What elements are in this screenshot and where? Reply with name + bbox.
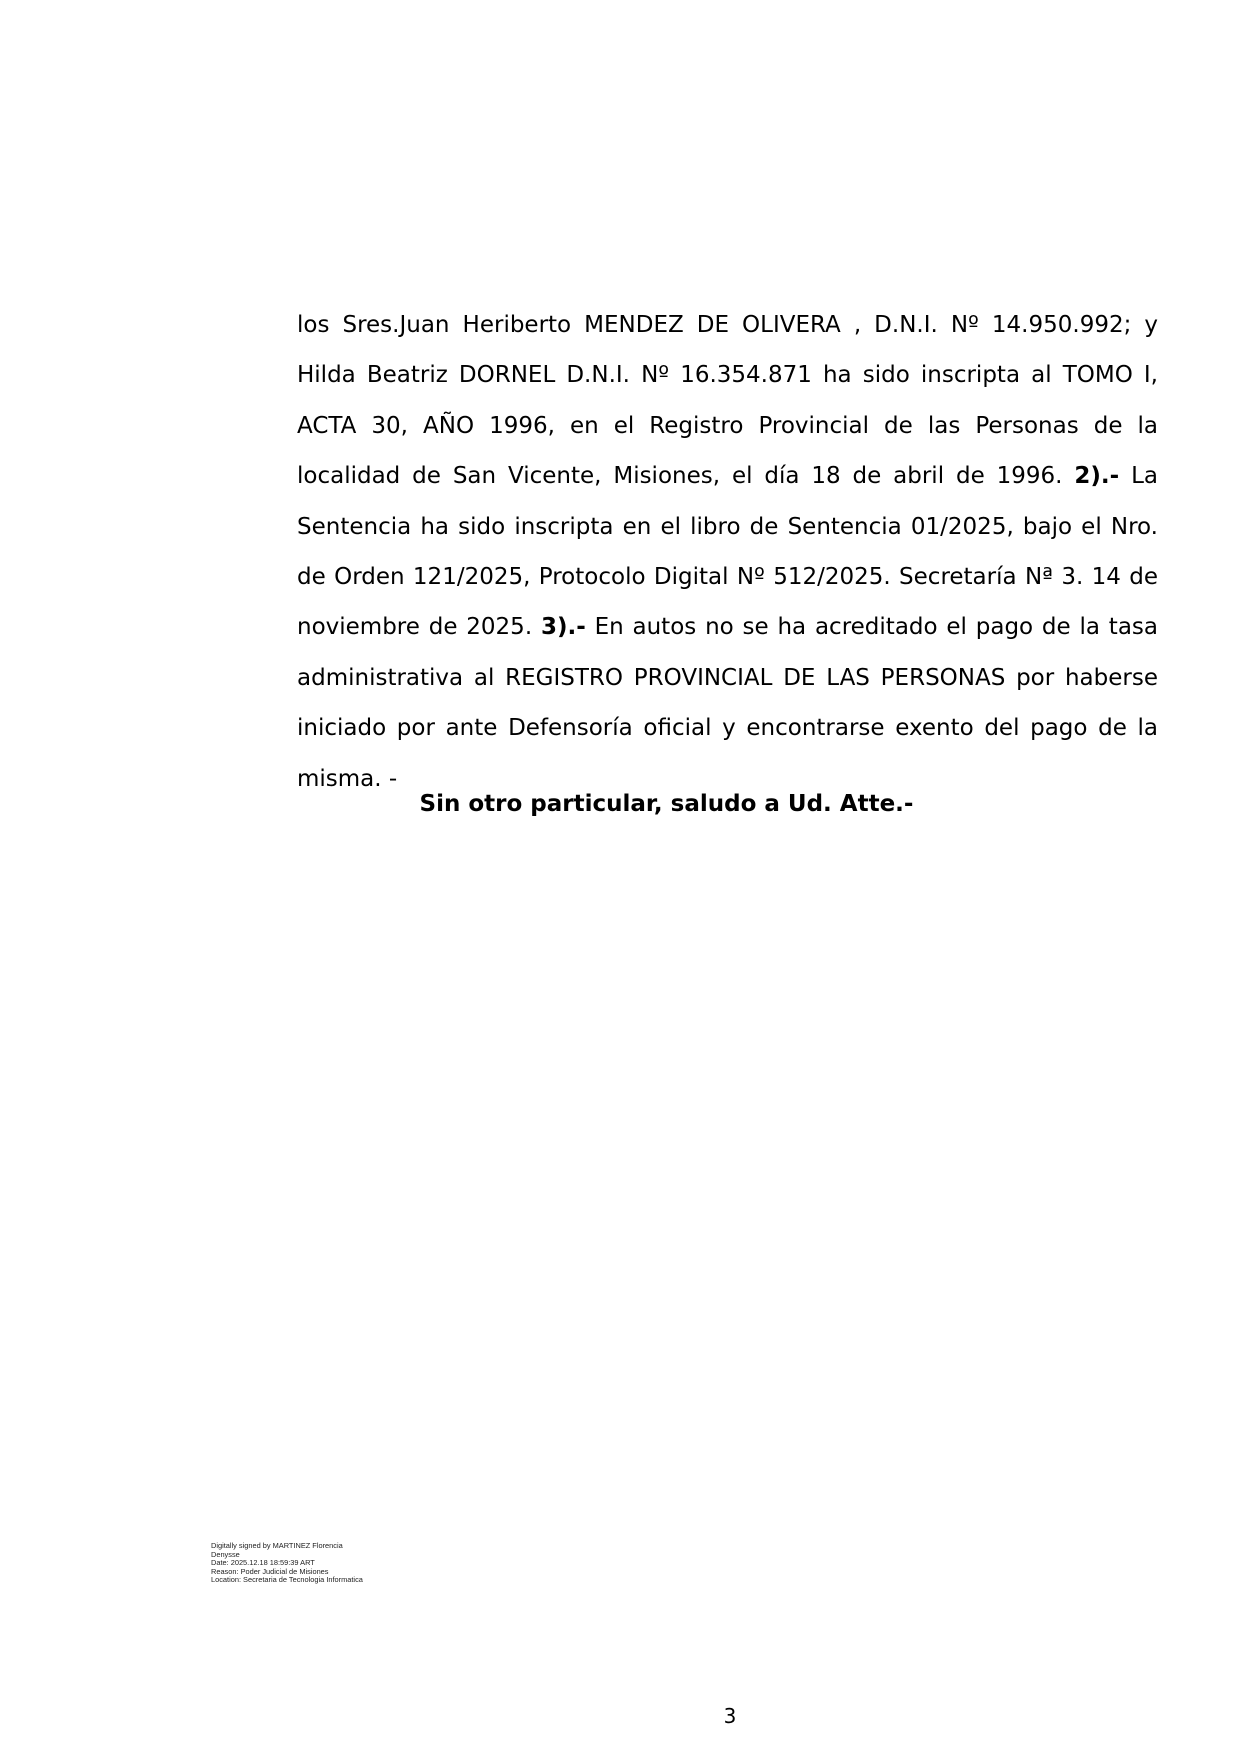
signature-signed-by: Digitally signed by MARTINEZ Florencia Denysse bbox=[211, 1541, 343, 1559]
body-paragraph bbox=[297, 300, 1158, 804]
signature-reason: Reason: Poder Judicial de Misiones bbox=[211, 1566, 329, 1576]
signature-location: Location: Secretaria de Tecnologia Informatica bbox=[211, 1575, 363, 1585]
item-marker-3: 3).- bbox=[540, 614, 586, 641]
body-text-segment-2: La Sentencia ha sido inscripta en el libro de Sentencia 01/2025, bajo el Nro. de Orden 121/2025, Protocolo Digital Nº 512/2025. Secretaría Nª 3. 14 de noviembre de 2025. bbox=[297, 463, 1158, 641]
closing-line: Sin otro particular, saludo a Ud. Atte.- bbox=[419, 791, 914, 817]
page-number: 3 bbox=[723, 1704, 737, 1728]
digital-signature-block bbox=[211, 1542, 371, 1585]
body-text-segment-3: En autos no se ha acreditado el pago de la tasa administrativa al REGISTRO PROVINCIAL DE LAS PERSONAS por haberse iniciado por ante Defensoría oficial y encontrarse exento del pago de la misma. - bbox=[297, 614, 1158, 792]
item-marker-2: 2).- bbox=[1074, 463, 1120, 490]
body-text-segment-1: los Sres.Juan Heriberto MENDEZ DE OLIVERA , D.N.I. Nº 14.950.992; y Hilda Beatriz DORNEL D.N.I. Nº 16.354.871 ha sido inscripta al TOMO I, ACTA 30, AÑO 1996, en el Registro Provincial de las Personas de la localidad de San Vicente, Misiones, el día 18 de abril de 1996. bbox=[297, 312, 1158, 490]
signature-date: Date: 2025.12.18 18:59:39 ART bbox=[211, 1558, 315, 1568]
